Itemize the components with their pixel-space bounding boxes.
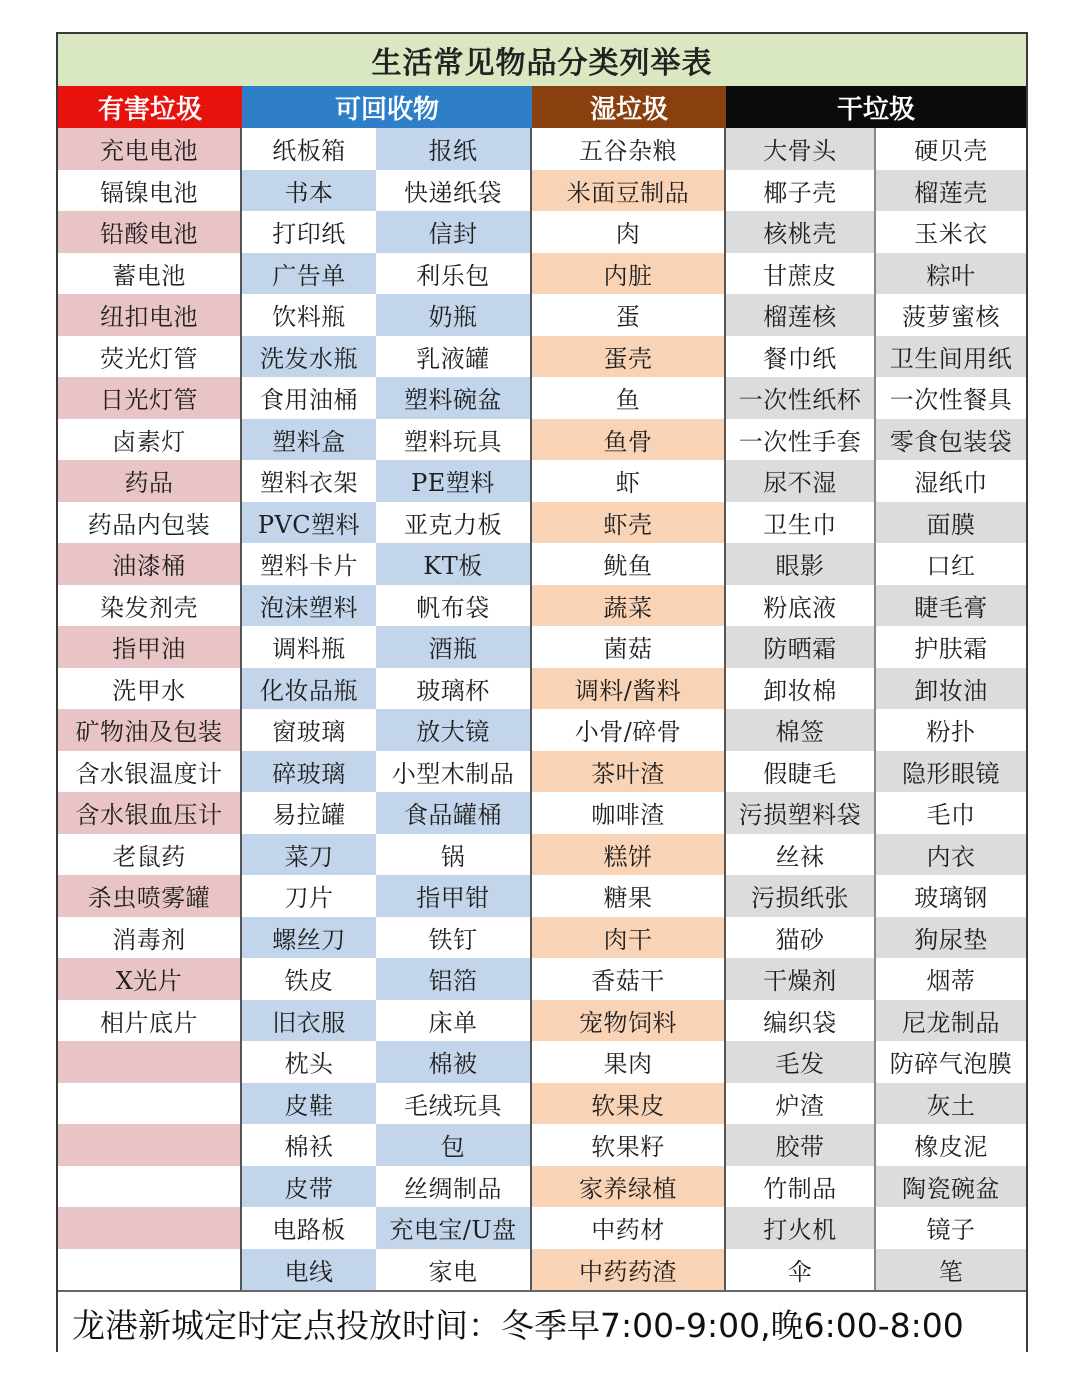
recyclable-item-a: 棉袄	[242, 1124, 376, 1166]
dry-waste-item-a: 榴莲核	[726, 294, 876, 336]
dry-waste-item-a: 假睫毛	[726, 751, 876, 793]
dry-waste-item-b: 狗尿垫	[876, 917, 1026, 959]
dry-waste-item-a: 椰子壳	[726, 170, 876, 212]
dry-waste-item-b: 卸妆油	[876, 668, 1026, 710]
recyclable-item-b: 信封	[376, 211, 532, 253]
wet-waste-item: 咖啡渣	[532, 792, 726, 834]
dry-waste-item-b: 护肤霜	[876, 626, 1026, 668]
hazardous-item: 含水银血压计	[58, 792, 242, 834]
dry-waste-item-a: 卫生巾	[726, 502, 876, 544]
dry-waste-item-a: 大骨头	[726, 128, 876, 170]
hazardous-item: 指甲油	[58, 626, 242, 668]
wet-waste-item: 糕饼	[532, 834, 726, 876]
dry-waste-item-a: 餐巾纸	[726, 336, 876, 378]
hazardous-item	[58, 1207, 242, 1249]
dry-waste-item-a: 丝袜	[726, 834, 876, 876]
dry-waste-item-b: 面膜	[876, 502, 1026, 544]
recyclable-item-a: 螺丝刀	[242, 917, 376, 959]
dry-waste-item-b: 橡皮泥	[876, 1124, 1026, 1166]
recyclable-item-b: 锅	[376, 834, 532, 876]
wet-waste-item: 蛋	[532, 294, 726, 336]
dry-waste-item-b: 烟蒂	[876, 958, 1026, 1000]
recyclable-item-b: 棉被	[376, 1041, 532, 1083]
dry-waste-item-a: 防晒霜	[726, 626, 876, 668]
dry-waste-item-a: 炉渣	[726, 1083, 876, 1125]
wet-waste-item: 鱿鱼	[532, 543, 726, 585]
wet-waste-item: 中药药渣	[532, 1249, 726, 1291]
wet-waste-item: 中药材	[532, 1207, 726, 1249]
dry-waste-item-b: 内衣	[876, 834, 1026, 876]
wet-waste-item: 鱼骨	[532, 419, 726, 461]
hazardous-item: 充电电池	[58, 128, 242, 170]
dry-waste-item-a: 尿不湿	[726, 460, 876, 502]
dry-waste-item-a: 污损纸张	[726, 875, 876, 917]
hazardous-item: 铅酸电池	[58, 211, 242, 253]
dry-waste-item-b: 卫生间用纸	[876, 336, 1026, 378]
recyclable-item-a: 旧衣服	[242, 1000, 376, 1042]
dry-waste-item-a: 甘蔗皮	[726, 253, 876, 295]
wet-waste-item: 糖果	[532, 875, 726, 917]
recyclable-item-a: 食用油桶	[242, 377, 376, 419]
recyclable-item-b: 丝绸制品	[376, 1166, 532, 1208]
wet-waste-item: 米面豆制品	[532, 170, 726, 212]
hazardous-item	[58, 1083, 242, 1125]
recyclable-item-a: 书本	[242, 170, 376, 212]
wet-waste-item: 蔬菜	[532, 585, 726, 627]
hazardous-item: 矿物油及包装	[58, 709, 242, 751]
header-hazardous-waste: 有害垃圾	[58, 86, 242, 128]
wet-waste-item: 肉	[532, 211, 726, 253]
recyclable-item-b: 利乐包	[376, 253, 532, 295]
hazardous-item: 含水银温度计	[58, 751, 242, 793]
wet-waste-item: 小骨/碎骨	[532, 709, 726, 751]
recyclable-item-b: 铁钉	[376, 917, 532, 959]
wet-waste-item: 虾	[532, 460, 726, 502]
wet-waste-item: 茶叶渣	[532, 751, 726, 793]
recyclable-item-b: 塑料碗盆	[376, 377, 532, 419]
recyclable-item-a: 易拉罐	[242, 792, 376, 834]
wet-waste-item: 软果皮	[532, 1083, 726, 1125]
dry-waste-item-b: 陶瓷碗盆	[876, 1166, 1026, 1208]
header-dry-waste: 干垃圾	[726, 86, 1026, 128]
hazardous-item	[58, 1166, 242, 1208]
dry-waste-item-a: 污损塑料袋	[726, 792, 876, 834]
recyclable-item-a: 电线	[242, 1249, 376, 1291]
recyclable-item-a: 打印纸	[242, 211, 376, 253]
recyclable-item-a: 皮鞋	[242, 1083, 376, 1125]
wet-waste-item: 蛋壳	[532, 336, 726, 378]
dry-waste-item-b: 榴莲壳	[876, 170, 1026, 212]
hazardous-item: 日光灯管	[58, 377, 242, 419]
hazardous-item: 药品	[58, 460, 242, 502]
hazardous-item: 洗甲水	[58, 668, 242, 710]
wet-waste-item: 果肉	[532, 1041, 726, 1083]
wet-waste-item: 软果籽	[532, 1124, 726, 1166]
dry-waste-item-a: 粉底液	[726, 585, 876, 627]
wet-waste-item: 内脏	[532, 253, 726, 295]
recyclable-item-b: 床单	[376, 1000, 532, 1042]
dry-waste-item-b: 湿纸巾	[876, 460, 1026, 502]
dry-waste-item-b: 一次性餐具	[876, 377, 1026, 419]
dry-waste-item-b: 隐形眼镜	[876, 751, 1026, 793]
recyclable-item-a: PVC塑料	[242, 502, 376, 544]
dry-waste-item-b: 硬贝壳	[876, 128, 1026, 170]
footer-notice	[58, 1290, 1026, 1352]
recyclable-item-a: 刀片	[242, 875, 376, 917]
dry-waste-item-b: 毛巾	[876, 792, 1026, 834]
recyclable-item-a: 调料瓶	[242, 626, 376, 668]
recyclable-item-b: 酒瓶	[376, 626, 532, 668]
dry-waste-item-a: 核桃壳	[726, 211, 876, 253]
dry-waste-item-a: 一次性纸杯	[726, 377, 876, 419]
hazardous-item: 消毒剂	[58, 917, 242, 959]
footer-text: 龙港新城定时定点投放时间：冬季早7:00-9:00,晚6:00-8:00	[72, 1306, 964, 1345]
hazardous-item: 相片底片	[58, 1000, 242, 1042]
dry-waste-item-b: 灰土	[876, 1083, 1026, 1125]
dry-waste-item-b: 粽叶	[876, 253, 1026, 295]
recyclable-item-a: 皮带	[242, 1166, 376, 1208]
dry-waste-item-a: 干燥剂	[726, 958, 876, 1000]
hazardous-item	[58, 1249, 242, 1291]
wet-waste-item: 五谷杂粮	[532, 128, 726, 170]
dry-waste-item-b: 口红	[876, 543, 1026, 585]
hazardous-item	[58, 1124, 242, 1166]
recyclable-item-b: 小型木制品	[376, 751, 532, 793]
recyclable-item-b: 指甲钳	[376, 875, 532, 917]
dry-waste-item-b: 笔	[876, 1249, 1026, 1291]
recyclable-item-b: 亚克力板	[376, 502, 532, 544]
recyclable-item-a: 塑料卡片	[242, 543, 376, 585]
wet-waste-item: 家养绿植	[532, 1166, 726, 1208]
recyclable-item-b: 家电	[376, 1249, 532, 1291]
recyclable-item-a: 塑料衣架	[242, 460, 376, 502]
wet-waste-item: 鱼	[532, 377, 726, 419]
recyclable-item-a: 洗发水瓶	[242, 336, 376, 378]
hazardous-item: 蓄电池	[58, 253, 242, 295]
recyclable-item-a: 饮料瓶	[242, 294, 376, 336]
wet-waste-item: 虾壳	[532, 502, 726, 544]
dry-waste-item-b: 防碎气泡膜	[876, 1041, 1026, 1083]
dry-waste-item-a: 一次性手套	[726, 419, 876, 461]
recyclable-item-b: 放大镜	[376, 709, 532, 751]
dry-waste-item-a: 打火机	[726, 1207, 876, 1249]
hazardous-item: 药品内包装	[58, 502, 242, 544]
recyclable-item-a: 化妆品瓶	[242, 668, 376, 710]
dry-waste-item-b: 菠萝蜜核	[876, 294, 1026, 336]
recyclable-item-a: 塑料盒	[242, 419, 376, 461]
header-wet-waste: 湿垃圾	[532, 86, 726, 128]
hazardous-item: 卤素灯	[58, 419, 242, 461]
dry-waste-item-a: 卸妆棉	[726, 668, 876, 710]
wet-waste-item: 宠物饲料	[532, 1000, 726, 1042]
table-title: 生活常见物品分类列举表	[58, 34, 1026, 86]
dry-waste-item-b: 尼龙制品	[876, 1000, 1026, 1042]
dry-waste-item-a: 编织袋	[726, 1000, 876, 1042]
recyclable-item-a: 纸板箱	[242, 128, 376, 170]
hazardous-item: 老鼠药	[58, 834, 242, 876]
dry-waste-item-b: 零食包装袋	[876, 419, 1026, 461]
recyclable-item-b: 包	[376, 1124, 532, 1166]
recyclable-item-b: 充电宝/U盘	[376, 1207, 532, 1249]
dry-waste-item-b: 镜子	[876, 1207, 1026, 1249]
recyclable-item-b: 快递纸袋	[376, 170, 532, 212]
recyclable-item-b: 玻璃杯	[376, 668, 532, 710]
dry-waste-item-a: 伞	[726, 1249, 876, 1291]
recyclable-item-a: 铁皮	[242, 958, 376, 1000]
classification-table	[56, 32, 1028, 1352]
dry-waste-item-a: 毛发	[726, 1041, 876, 1083]
hazardous-item: 纽扣电池	[58, 294, 242, 336]
dry-waste-item-a: 猫砂	[726, 917, 876, 959]
header-recyclables: 可回收物	[242, 86, 532, 128]
items-grid	[58, 128, 1026, 1290]
dry-waste-item-b: 玻璃钢	[876, 875, 1026, 917]
recyclable-item-a: 电路板	[242, 1207, 376, 1249]
dry-waste-item-a: 棉签	[726, 709, 876, 751]
recyclable-item-b: KT板	[376, 543, 532, 585]
recyclable-item-a: 窗玻璃	[242, 709, 376, 751]
wet-waste-item: 肉干	[532, 917, 726, 959]
hazardous-item: 镉镍电池	[58, 170, 242, 212]
hazardous-item: 油漆桶	[58, 543, 242, 585]
hazardous-item	[58, 1041, 242, 1083]
recyclable-item-a: 碎玻璃	[242, 751, 376, 793]
hazardous-item: 杀虫喷雾罐	[58, 875, 242, 917]
recyclable-item-b: 奶瓶	[376, 294, 532, 336]
recyclable-item-b: 铝箔	[376, 958, 532, 1000]
hazardous-item: 染发剂壳	[58, 585, 242, 627]
wet-waste-item: 调料/酱料	[532, 668, 726, 710]
recyclable-item-b: 报纸	[376, 128, 532, 170]
wet-waste-item: 香菇干	[532, 958, 726, 1000]
recyclable-item-b: 乳液罐	[376, 336, 532, 378]
dry-waste-item-b: 粉扑	[876, 709, 1026, 751]
recyclable-item-b: PE塑料	[376, 460, 532, 502]
recyclable-item-a: 泡沫塑料	[242, 585, 376, 627]
recyclable-item-a: 菜刀	[242, 834, 376, 876]
dry-waste-item-b: 玉米衣	[876, 211, 1026, 253]
recyclable-item-b: 帆布袋	[376, 585, 532, 627]
wet-waste-item: 菌菇	[532, 626, 726, 668]
dry-waste-item-a: 竹制品	[726, 1166, 876, 1208]
dry-waste-item-b: 睫毛膏	[876, 585, 1026, 627]
dry-waste-item-a: 眼影	[726, 543, 876, 585]
dry-waste-item-a: 胶带	[726, 1124, 876, 1166]
recyclable-item-a: 广告单	[242, 253, 376, 295]
hazardous-item: 荧光灯管	[58, 336, 242, 378]
recyclable-item-a: 枕头	[242, 1041, 376, 1083]
recyclable-item-b: 毛绒玩具	[376, 1083, 532, 1125]
recyclable-item-b: 食品罐桶	[376, 792, 532, 834]
hazardous-item: X光片	[58, 958, 242, 1000]
recyclable-item-b: 塑料玩具	[376, 419, 532, 461]
